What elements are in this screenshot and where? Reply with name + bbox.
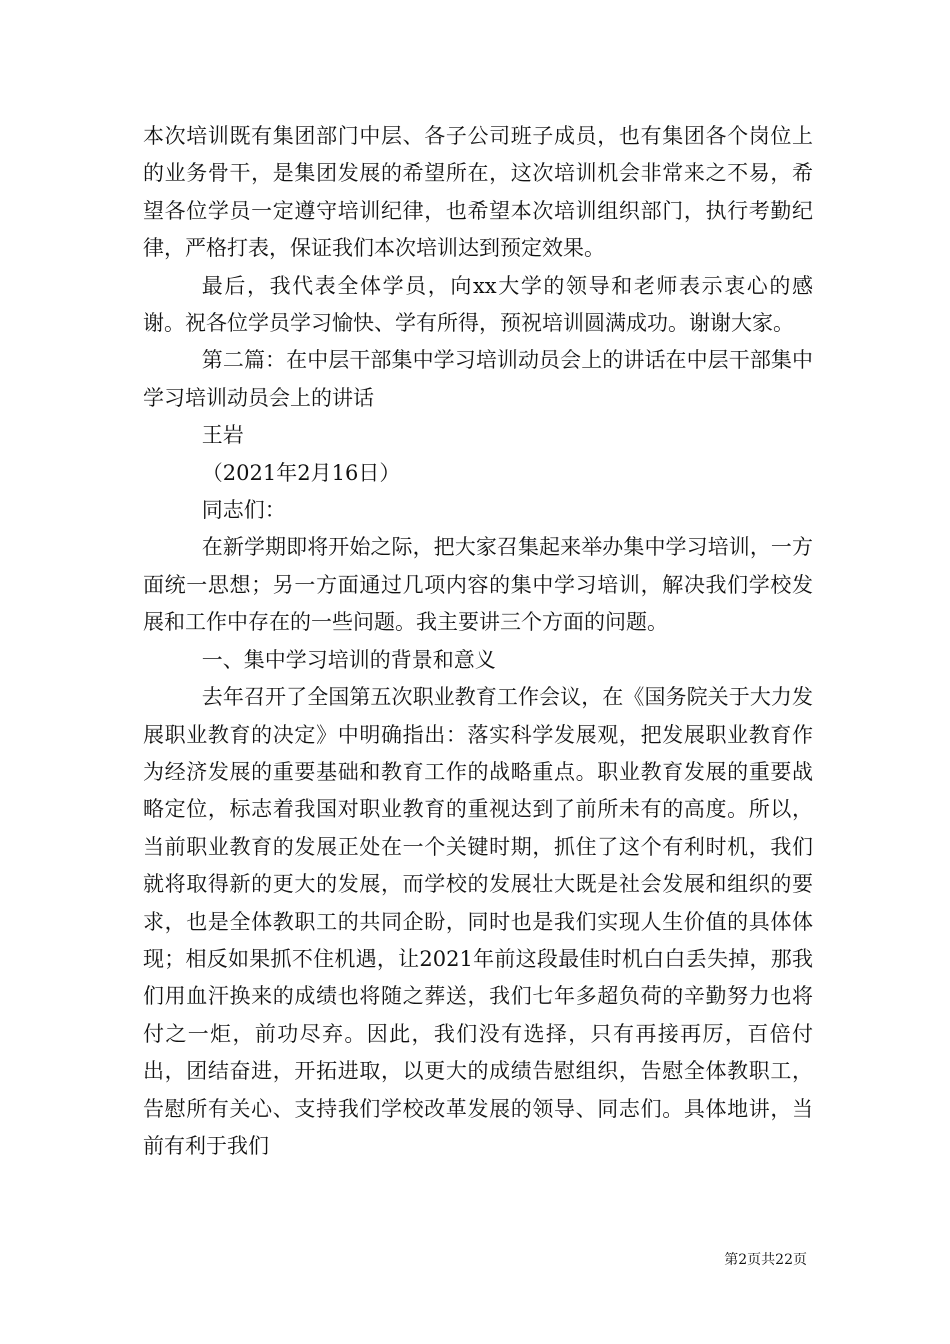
speech-date: （2021年2月16日） (201, 460, 401, 485)
paragraph: 本次培训既有集团部门中层、各子公司班子成员，也有集团各个岗位上的业务骨干，是集团发展的希望所在，这次培训机会非常来之不易，希望各位学员一定遵守培训纪律，也希望本次培训组织部门，执行考勤纪律，严格打表，保证我们本次培训达到预定效果。 (143, 124, 813, 261)
paragraph: 最后，我代表全体学员，向xx大学的领导和老师表示衷心的感谢。祝各位学员学习愉快、学有所得，预祝培训圆满成功。谢谢大家。 (143, 273, 813, 336)
author-name: 王岩 (201, 423, 244, 448)
salutation: 同志们： (201, 498, 286, 523)
section-heading: 第二篇：在中层干部集中学习培训动员会上的讲话在中层干部集中学习培训动员会上的讲话 (143, 348, 813, 410)
page-number: 第2页共22页 (724, 1252, 807, 1268)
document-body (143, 118, 813, 1165)
paragraph: 去年召开了全国第五次职业教育工作会议，在《国务院关于大力发展职业教育的决定》中明确指出：落实科学发展观，把发展职业教育作为经济发展的重要基础和教育工作的战略重点。职业教育发展的重要战略定位，标志着我国对职业教育的重视达到了前所未有的高度。所以，当前职业教育的发展正处在一个关键时期，抓住了这个有利时机，我们就将取得新的更大的发展，而学校的发展壮大既是社会发展和组织的要求，也是全体教职工的共同企盼，同时也是我们实现人生价值的具体体现；相反如果抓不住机遇，让2021年前这段最佳时机白白丢失掉，那我们用血汗换来的成绩也将随之葬送，我们七年多超负荷的辛勤努力也将付之一炬，前功尽弃。因此，我们没有选择，只有再接再厉，百倍付出，团结奋进，开拓进取，以更大的成绩告慰组织，告慰全体教职工，告慰所有关心、支持我们学校改革发展的领导、同志们。具体地讲，当前有利于我们 (143, 685, 813, 1158)
paragraph: 在新学期即将开始之际，把大家召集起来举办集中学习培训，一方面统一思想；另一方面通过几项内容的集中学习培训，解决我们学校发展和工作中存在的一些问题。我主要讲三个方面的问题。 (143, 535, 813, 635)
subsection-heading: 一、集中学习培训的背景和意义 (201, 647, 496, 672)
